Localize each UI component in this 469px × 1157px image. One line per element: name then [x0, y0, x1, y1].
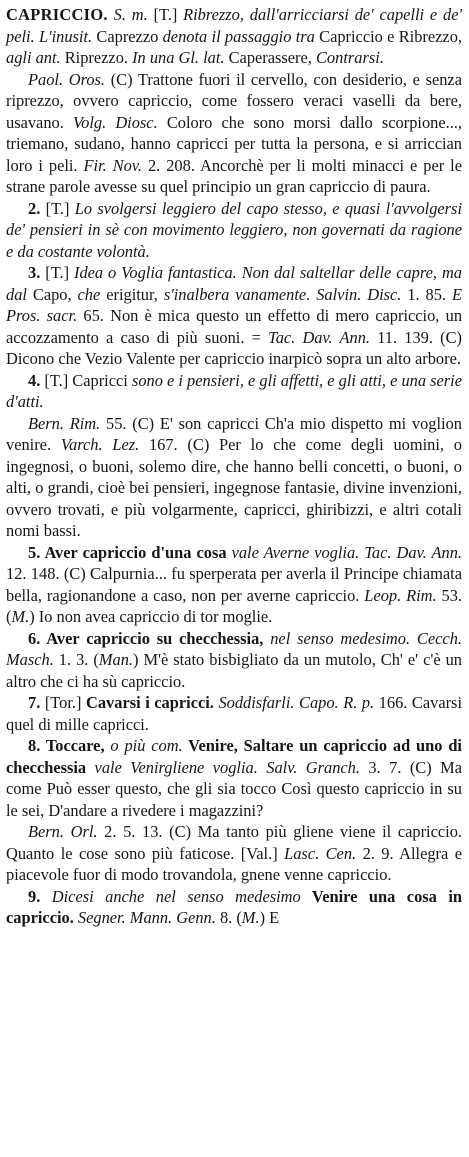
text-run: 4. [28, 370, 41, 390]
text-run: sono e i pensieri, e gli affetti, e gli atti, e una serie d'atti. [6, 370, 463, 411]
text-run: agli ant. [6, 48, 61, 67]
sense-4-paragraph [6, 370, 462, 413]
text-run: Fir. Nov. [83, 155, 143, 175]
text-run: Capriccio e Ribrezzo, [314, 26, 462, 46]
sense-2-paragraph [6, 198, 462, 263]
text-run: Man. [98, 650, 133, 669]
text-run: Varch. Lez. [60, 435, 140, 454]
text-run: Contrarsi. [316, 48, 384, 67]
text-run: 11. 139. (C) Dicono che Vezio Valente per capriccio inarpicò sopra un alto arbore. [6, 327, 463, 368]
sense-3-paragraph [6, 262, 462, 370]
text-run: 8. Toccare, [28, 736, 105, 755]
text-run: ) Io non avea capriccio di tor moglie. [29, 607, 273, 626]
text-run: Cavarsi i capricci. [86, 693, 214, 712]
text-run: 65. Non è mica questo un effetto di mero capriccio, un accozzamento a caso di più suoni. = [6, 306, 463, 347]
text-run: 2. [28, 198, 41, 218]
sense-5-paragraph [6, 542, 462, 628]
sense-6-paragraph [6, 628, 462, 693]
example-paragraph [6, 413, 462, 542]
text-run: 2. 5. 13. (C) Ma tanto più gliene viene il capriccio. Quanto le cose sono più faticose. [Val.] [6, 822, 462, 863]
text-run: Tac. Dav. Ann. [268, 327, 371, 347]
text-run: Bern. Rim. [28, 413, 101, 433]
text-run: Capo, [26, 284, 78, 304]
example-paragraph [6, 821, 462, 886]
sense-7-paragraph [6, 692, 462, 735]
text-run: [T.] Capricci [40, 370, 132, 390]
headword: CAPRICCIO. [6, 5, 108, 24]
text-run: 55. (C) E' son capricci Ch'a mio dispetto mi voglion venire. [6, 413, 462, 454]
text-run: Volg. Diosc. [72, 112, 158, 132]
text-run: Idea o Voglia fantastica. Non dal saltellar delle capre, ma dal [6, 263, 462, 304]
text-run: Riprezzo. [60, 48, 133, 67]
text-run: 166. Cavarsi quel di mille capricci. [6, 693, 462, 734]
text-run: In una Gl. lat. [132, 48, 225, 67]
sense-9-paragraph [6, 886, 462, 929]
text-run: che [77, 284, 101, 304]
text-run: 7. [28, 693, 41, 712]
text-run: [Tor.] [40, 693, 87, 712]
text-run: 167. (C) Per lo che come degli uomini, o ingegnosi, o buoni, solemo dire, che hanno belli concetti, o buoni, o alti, o grandi, cioè bei pensieri, ingegnose fantasie, divine invenzioni, ovvero trovati, e più volgarmente, capricci, ghiribizzi, e altri cotali nomi bassi. [6, 435, 462, 540]
text-run: M. [11, 607, 30, 626]
text-run: erigitur, [100, 284, 164, 304]
text-run: Lasc. Cen. [284, 843, 357, 863]
text-run: 1. 3. ( [53, 650, 99, 669]
text-run: 9. [28, 886, 41, 906]
text-run: Coloro che sono morsi dallo scorpione..., triemano, sudano, hanno capricci per tutta la persona, e si arriccian loro i peli. [6, 112, 462, 175]
text-run: s'inalbera vanamente. Salvin. Disc. [163, 284, 402, 304]
sense-8-paragraph [6, 735, 462, 821]
text-run: Venire, Saltare un capriccio ad uno di checchessia [6, 736, 462, 777]
text-run: Caprezzo [92, 26, 163, 46]
text-run: denota il passaggio tra [162, 26, 315, 46]
text-run: o più com. [104, 736, 183, 755]
text-run: Paol. Oros. [28, 69, 106, 89]
text-run: Segner. Mann. Genn. [73, 908, 216, 927]
text-run: vale Averne voglia. Tac. Dav. Ann. [226, 542, 462, 562]
text-run: Ribrezzo, dall'arricciarsi de' capelli e de' peli. L'inusit. [6, 5, 462, 46]
text-run: 3. 7. (C) Ma come Può esser questo, che gli sia tocco Così questo capriccio in su le sei, D'andare a rivedere i magazzini? [6, 757, 462, 820]
text-run: vale Venirgliene voglia. Salv. Granch. [86, 757, 360, 777]
text-run: E Pros. sacr. [6, 284, 462, 325]
text-run: 8. ( [215, 908, 242, 927]
text-run: 3. [28, 263, 41, 282]
text-run: [T.] [40, 198, 75, 218]
text-run: Soddisfarli. Capo. R. p. [213, 693, 375, 712]
entry-headword-paragraph [6, 4, 462, 69]
text-run: Leop. Rim. [364, 585, 437, 605]
text-run: 5. Aver capriccio d'una cosa [28, 542, 227, 562]
text-run: 53. ( [6, 585, 462, 626]
text-run: (C) Trattone fuori il cervello, con desiderio, e senza riprezzo, ovvero capriccio, come fossero veraci vaselli da bere, usavano. [6, 69, 462, 132]
text-run: 2. 9. Allegra e piacevole fuor di modo trovandola, gnene venne capriccio. [6, 843, 462, 884]
text-run: Bern. Orl. [28, 822, 98, 841]
text-run: Lo svolgersi leggiero del capo stesso, e quasi l'avvolgersi de' pensieri in sè con movimento leggiero, non governati da ragione e da costante volontà. [6, 198, 462, 261]
text-run: M. [241, 908, 260, 927]
text-run: [T.] [40, 263, 74, 282]
text-run: nel senso medesimo. Cecch. Masch. [6, 628, 462, 669]
text-run: 1. 85. [401, 284, 452, 304]
text-run: 6. Aver capriccio su checchessia, [28, 628, 264, 648]
text-run: [T.] [153, 5, 184, 24]
text-run: ) E [259, 908, 280, 927]
text-run: ) M'è stato bisbigliato da un mutolo, Ch' e' c'è un altro che ci ha sù capriccio. [6, 650, 462, 691]
example-paragraph [6, 69, 462, 198]
text-run: Venire una cosa in capriccio. [6, 886, 462, 927]
text-run: Caperassere, [224, 48, 316, 67]
text-run: 12. 148. (C) Calpurnia... fu sperperata per averla il Principe chiamata bella, ragionandone a caso, non per averne capriccio. [6, 564, 462, 605]
text-run: 2. 208. Ancorchè per li molti minacci e per le strane parole avesse su quel principio un gran capriccio di paura. [6, 155, 462, 196]
text-run: Dicesi anche nel senso medesimo [40, 886, 301, 906]
text-run: S. m. [107, 5, 154, 24]
